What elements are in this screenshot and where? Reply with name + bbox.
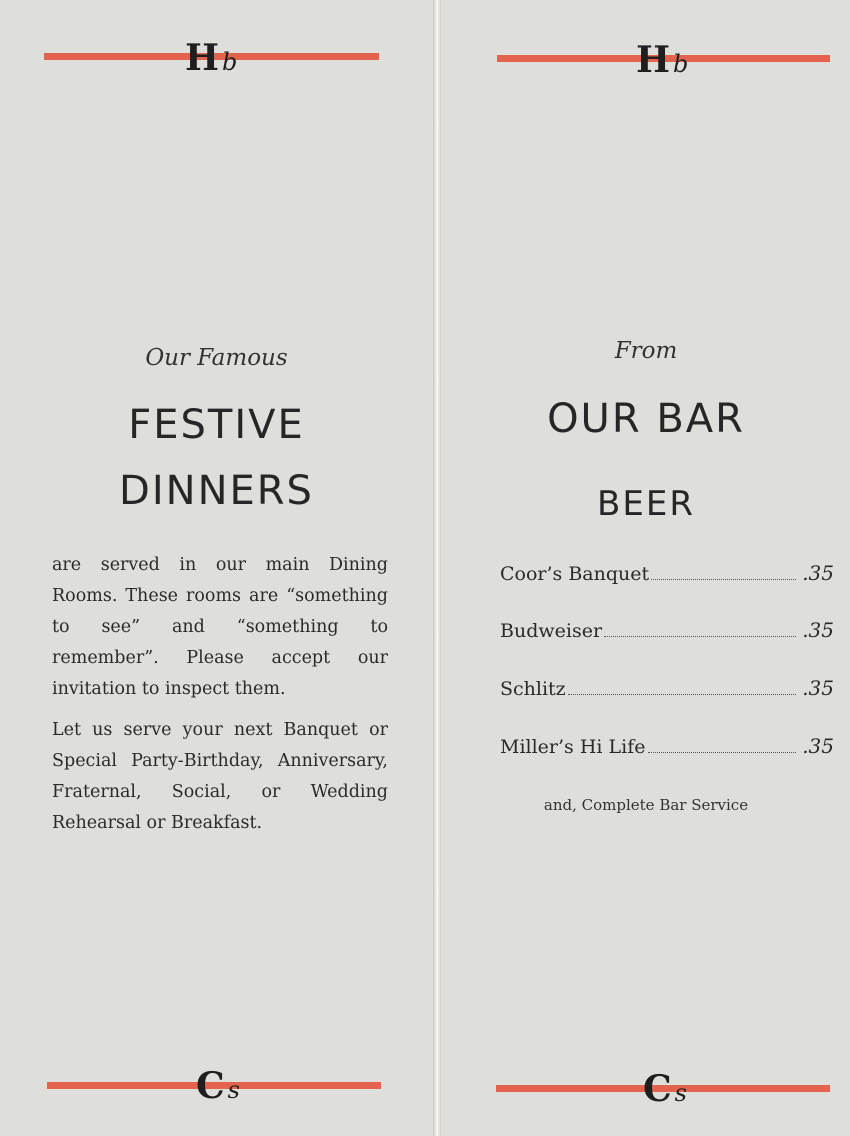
left-header-monogram xyxy=(185,37,238,79)
title-dinners: DINNERS xyxy=(119,468,314,514)
title-festive: FESTIVE xyxy=(128,402,305,448)
dinners-paragraph-1: are served in our main Dining Rooms. These rooms are “something to see” and “something to remember”. Please accept our invitation to inspect them. xyxy=(52,555,388,699)
beer-item xyxy=(500,618,834,648)
monogram-letter-b: b xyxy=(673,50,689,78)
beer-price: .35 xyxy=(802,734,834,758)
beer-name: Schlitz xyxy=(500,678,566,700)
beer-item xyxy=(500,561,834,591)
title-our-bar: OUR BAR xyxy=(547,396,745,442)
right-header-monogram xyxy=(636,39,689,81)
dot-leader xyxy=(604,622,796,637)
beer-name: Miller’s Hi Life xyxy=(500,736,646,758)
monogram-letter-s: s xyxy=(227,1076,240,1104)
beer-name: Budweiser xyxy=(500,620,603,642)
bar-service-note: and, Complete Bar Service xyxy=(543,796,749,814)
monogram-letter-h: H xyxy=(185,37,220,79)
beer-name: Coor’s Banquet xyxy=(500,563,650,585)
dinners-description xyxy=(52,550,388,839)
dot-leader xyxy=(648,738,797,753)
monogram-letter-h: H xyxy=(636,39,671,81)
beer-price: .35 xyxy=(802,618,834,642)
page-fold xyxy=(433,0,441,1136)
beer-item xyxy=(500,676,834,706)
monogram-letter-b: b xyxy=(222,48,238,76)
beer-price: .35 xyxy=(802,676,834,700)
right-footer-monogram xyxy=(643,1068,687,1110)
monogram-letter-s: s xyxy=(674,1079,687,1107)
dot-leader xyxy=(651,565,796,580)
beer-price: .35 xyxy=(802,561,834,585)
left-kicker: Our Famous xyxy=(145,345,288,371)
dinners-paragraph-2: Let us serve your next Banquet or Special Party-Birthday, Anniversary, Fraternal, Social, or Wedding Rehearsal or Breakfast. xyxy=(52,720,388,833)
beer-item xyxy=(500,734,834,764)
left-footer-monogram xyxy=(196,1065,240,1107)
monogram-letter-c: C xyxy=(196,1065,225,1107)
dot-leader xyxy=(568,680,796,695)
section-beer: BEER xyxy=(597,484,695,524)
right-kicker: From xyxy=(614,338,678,364)
monogram-letter-c: C xyxy=(643,1068,672,1110)
